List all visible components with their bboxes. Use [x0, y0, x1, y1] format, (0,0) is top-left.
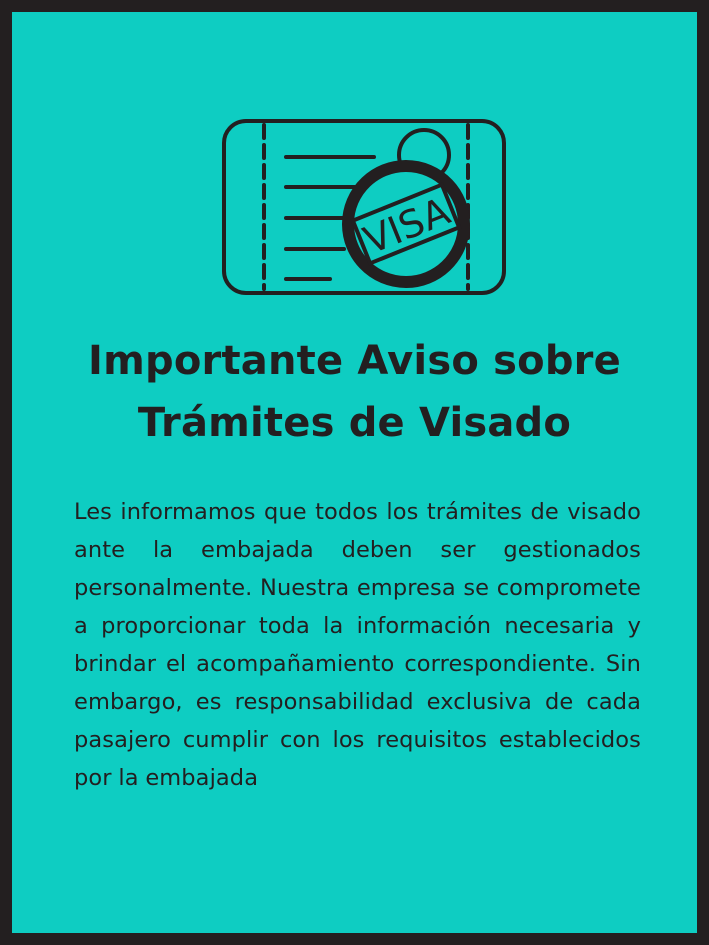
notice-title-line-2: Trámites de Visado [137, 400, 572, 446]
notice-title-line-1: Importante Aviso sobre [88, 338, 621, 384]
notice-title [12, 330, 697, 454]
visa-document-icon [216, 107, 508, 301]
notice-card [12, 12, 697, 933]
notice-body: Les informamos que todos los trámites de visado ante la embajada deben ser gestionados personalmente. Nuestra empresa se compromete a proporcionar toda la información necesaria y brindar el acompañamiento correspondiente. Sin embargo, es responsabilidad exclusiva de cada pasajero cumplir con los requisitos establecidos por la embajada [74, 499, 641, 791]
stamp-label: VISA [357, 188, 456, 263]
